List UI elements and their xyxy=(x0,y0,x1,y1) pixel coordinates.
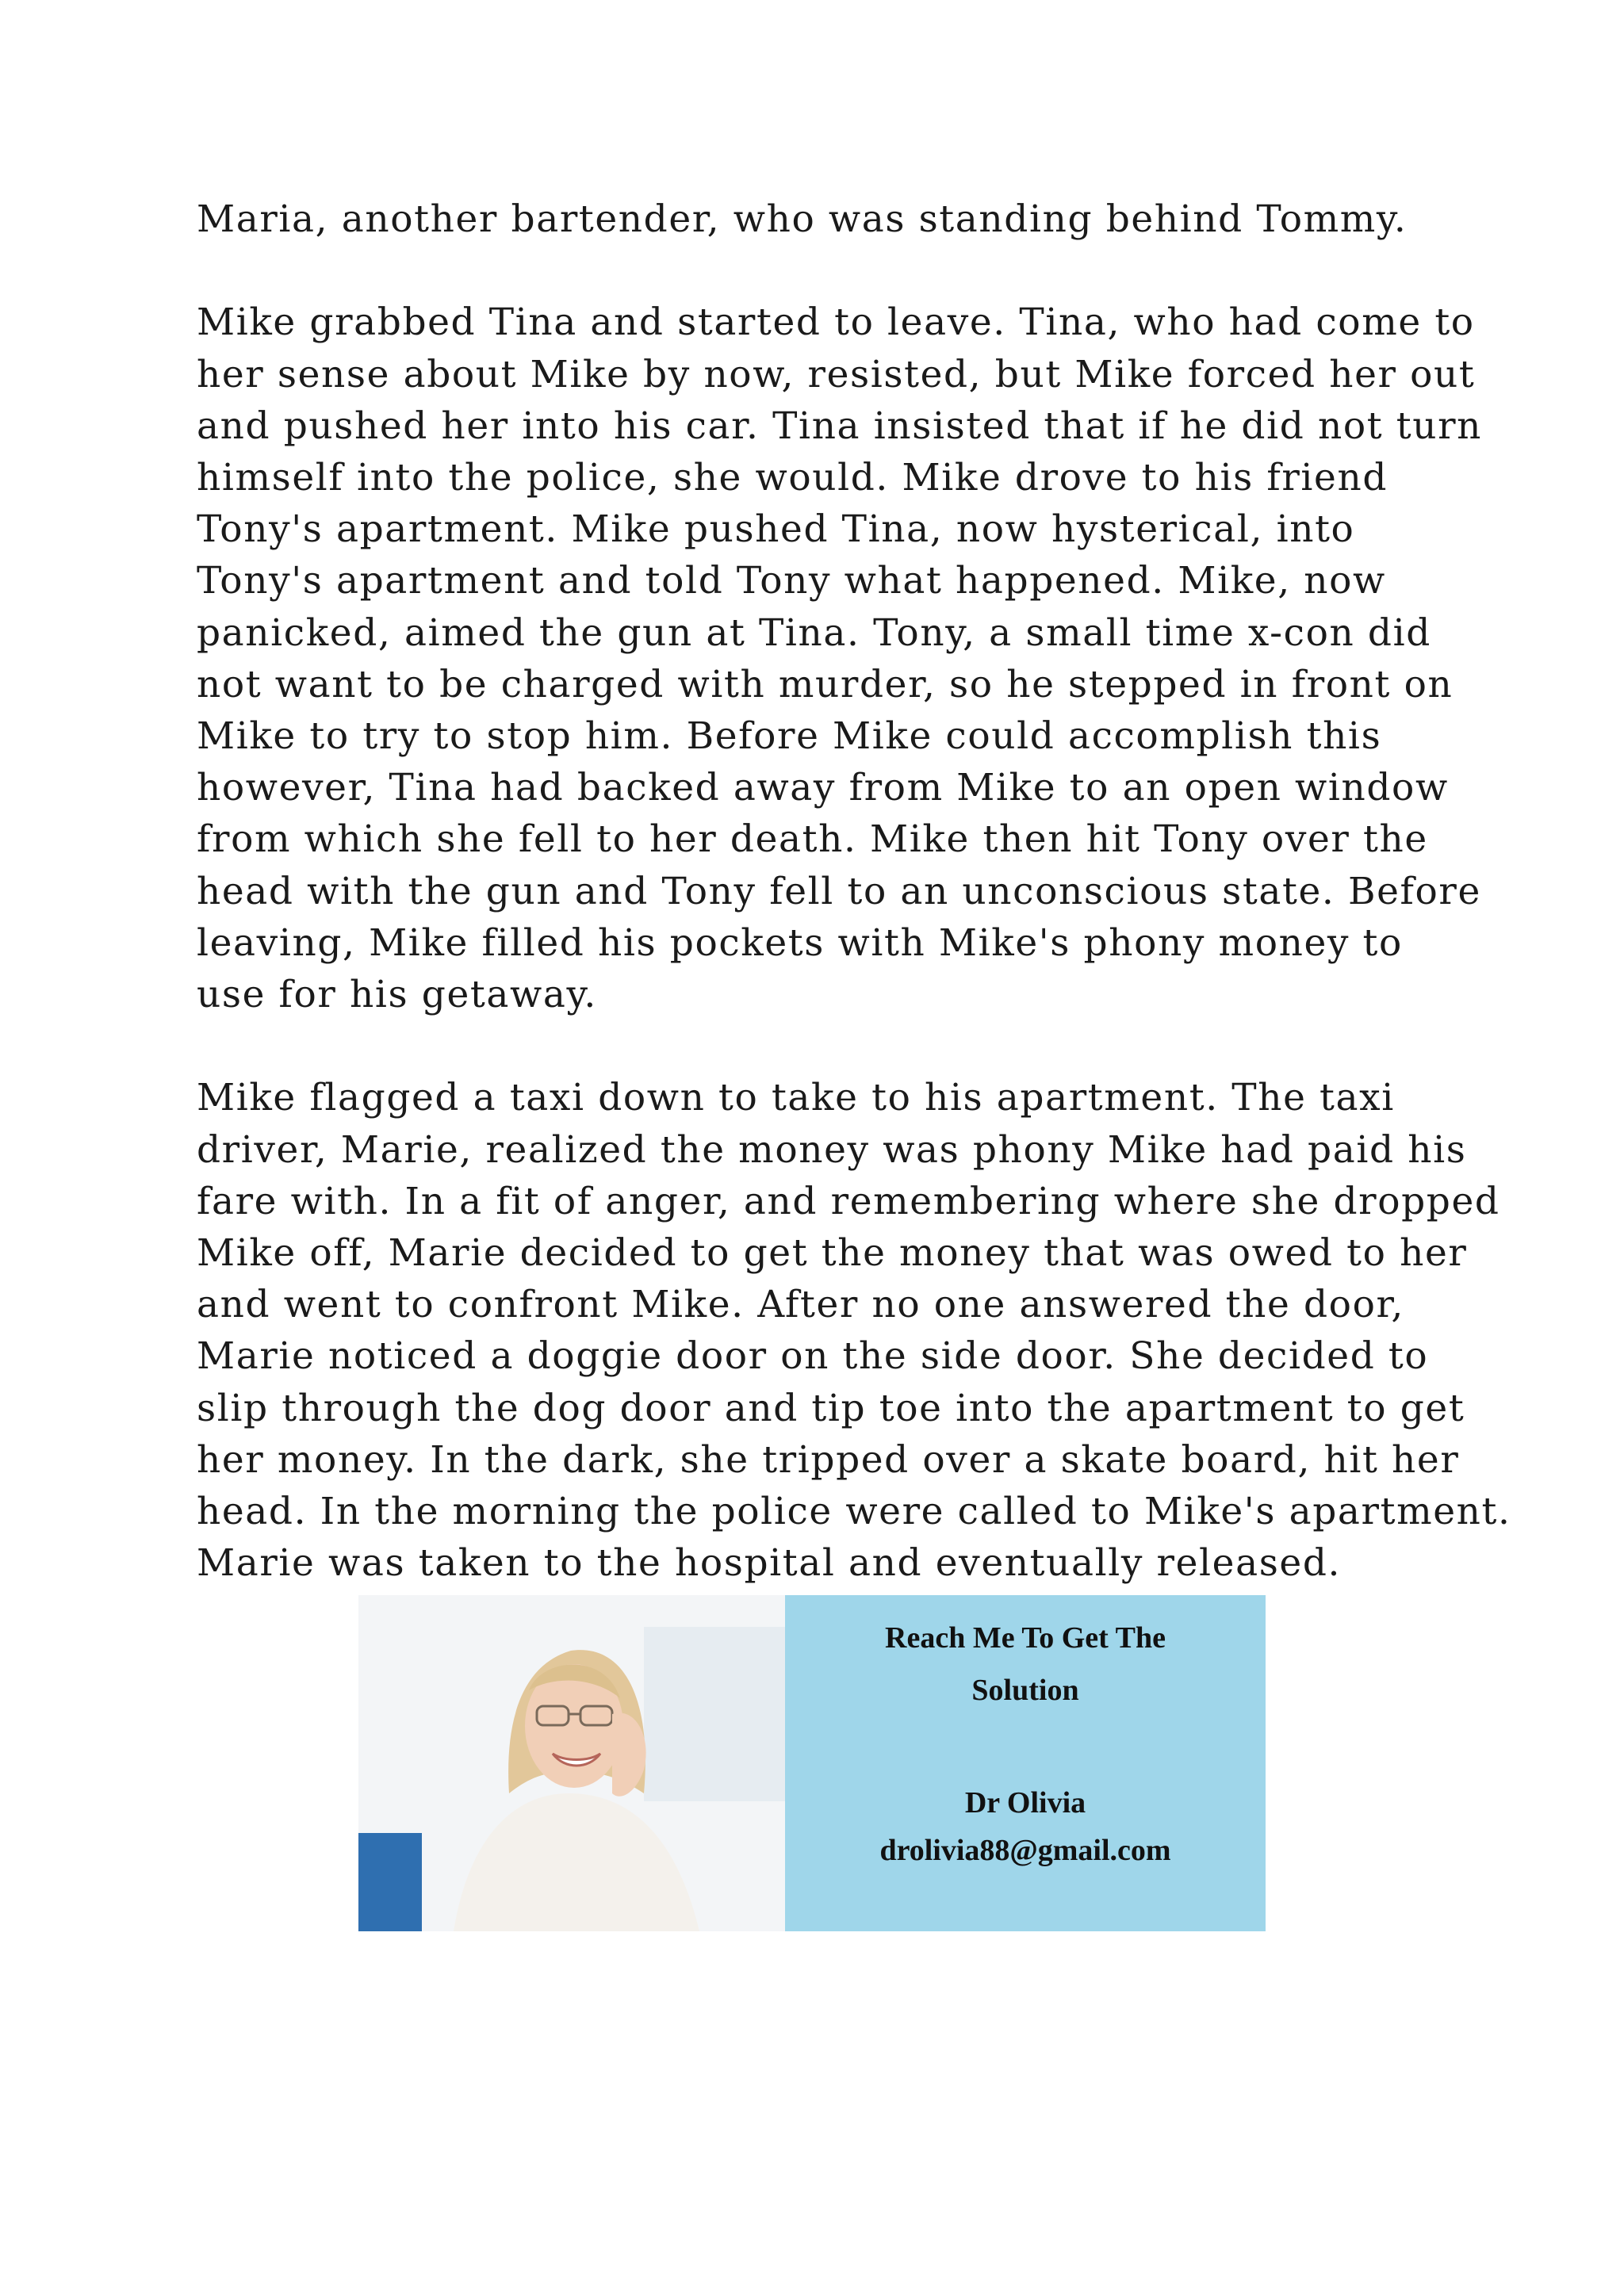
text-line: Mike off, Marie decided to get the money that was owed to her xyxy=(197,1231,1468,1276)
text-line: from which she fell to her death. Mike then hit Tony over the xyxy=(197,817,1428,862)
ad-email: drolivia88@gmail.com xyxy=(879,1834,1171,1867)
text-line: Maria, another bartender, who was standing behind Tommy. xyxy=(197,197,1408,241)
text-line: leaving, Mike filled his pockets with Mike's phony money to xyxy=(197,920,1403,965)
paragraph xyxy=(197,193,1465,245)
text-line: slip through the dog door and tip toe into the apartment to get xyxy=(197,1386,1465,1430)
text-line: panicked, aimed the gun at Tina. Tony, a small time x-con did xyxy=(197,610,1431,655)
portrait-illustration xyxy=(358,1595,785,1931)
text-line: Marie was taken to the hospital and eventually released. xyxy=(197,1541,1342,1586)
paragraph xyxy=(197,1072,1511,1589)
paragraph xyxy=(197,297,1483,1020)
text-line: Tony's apartment and told Tony what happened. Mike, now xyxy=(197,559,1386,603)
text-line: Mike flagged a taxi down to take to his apartment. The taxi xyxy=(197,1076,1395,1120)
contact-panel xyxy=(785,1595,1266,1931)
text-line: her money. In the dark, she tripped over a skate board, hit her xyxy=(197,1437,1460,1482)
ad-name: Dr Olivia xyxy=(964,1786,1086,1820)
text-line: head with the gun and Tony fell to an unconscious state. Before xyxy=(197,869,1481,913)
text-line: Mike to try to stop him. Before Mike could accomplish this xyxy=(197,714,1382,759)
text-line: fare with. In a fit of anger, and remembering where she dropped xyxy=(197,1179,1500,1223)
text-line: Tony's apartment. Mike pushed Tina, now hysterical, into xyxy=(197,507,1355,552)
text-line: however, Tina had backed away from Mike to an open window xyxy=(197,766,1449,810)
body-text xyxy=(197,193,1511,1589)
ad-headline-2: Solution xyxy=(971,1674,1079,1707)
paragraph-gap xyxy=(197,245,1465,297)
text-line: driver, Marie, realized the money was phony Mike had paid his xyxy=(197,1127,1467,1172)
ad-headline: Reach Me To Get The xyxy=(885,1621,1166,1655)
text-line: not want to be charged with murder, so he stepped in front on xyxy=(197,662,1454,706)
text-line: and went to confront Mike. After no one answered the door, xyxy=(197,1283,1404,1327)
text-line: and pushed her into his car. Tina insisted that if he did not turn xyxy=(197,404,1483,448)
paragraph-gap xyxy=(197,1020,1465,1072)
advertisement-banner xyxy=(358,1595,1266,1931)
text-line: use for his getaway. xyxy=(197,973,597,1017)
text-line: head. In the morning the police were called to Mike's apartment. xyxy=(197,1490,1511,1534)
text-line: Mike grabbed Tina and started to leave. Tina, who had come to xyxy=(197,300,1475,345)
woman-with-glasses-photo xyxy=(358,1595,785,1931)
text-line: himself into the police, she would. Mike drove to his friend xyxy=(197,456,1388,499)
text-line: her sense about Mike by now, resisted, but Mike forced her out xyxy=(197,352,1476,396)
text-line: Marie noticed a doggie door on the side door. She decided to xyxy=(197,1334,1429,1379)
